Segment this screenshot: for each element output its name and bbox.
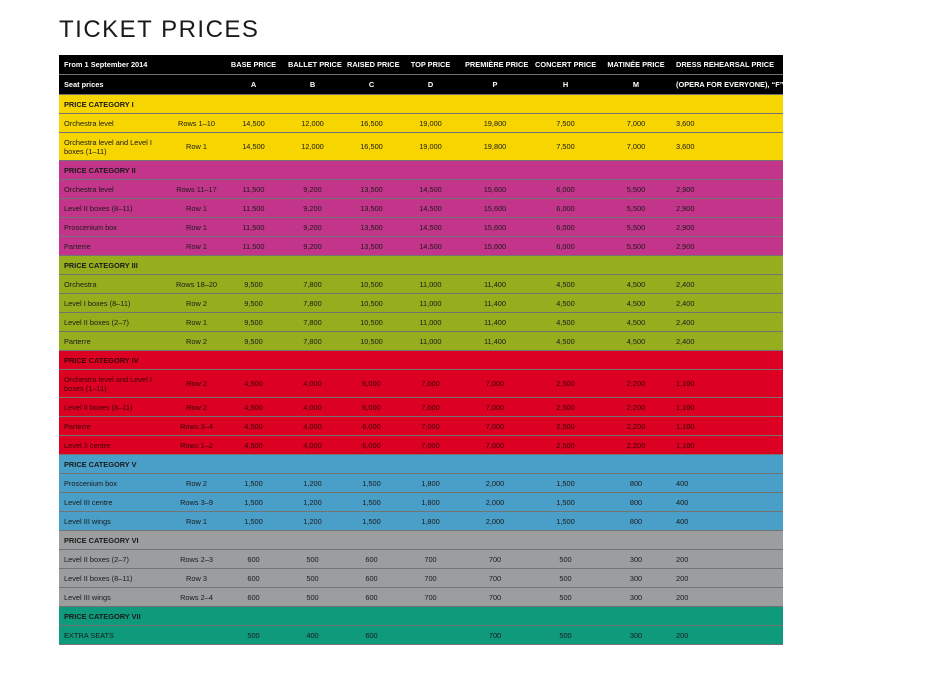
price-cell: 300 — [601, 550, 671, 569]
price-cell: 1,500 — [342, 493, 401, 512]
price-cell: 500 — [530, 626, 601, 645]
price-cell: 4,500 — [530, 294, 601, 313]
price-cell: 1,500 — [224, 474, 283, 493]
price-cell: 12,000 — [283, 133, 342, 161]
price-cell: 7,000 — [460, 417, 530, 436]
price-cell: 10,500 — [342, 294, 401, 313]
price-cell: 7,000 — [401, 417, 460, 436]
price-cell: 6,000 — [342, 370, 401, 398]
price-cell: 2,400 — [671, 275, 783, 294]
seat-rows: Rows 1–2 — [169, 436, 224, 455]
price-cell: 600 — [342, 550, 401, 569]
price-cell: 400 — [671, 474, 783, 493]
price-cell: 13,500 — [342, 218, 401, 237]
price-cell: 2,000 — [460, 493, 530, 512]
price-cell: 14,500 — [401, 180, 460, 199]
price-cell: 1,100 — [671, 436, 783, 455]
header-cell: DRESS REHEARSAL PRICE — [671, 55, 783, 75]
header-cell: H — [530, 75, 601, 95]
seat-rows: Rows 18–20 — [169, 275, 224, 294]
header-cell: M — [601, 75, 671, 95]
price-cell: 4,500 — [224, 417, 283, 436]
price-cell: 7,000 — [401, 398, 460, 417]
price-cell: 500 — [530, 588, 601, 607]
price-cell: 700 — [401, 588, 460, 607]
price-cell: 2,000 — [460, 474, 530, 493]
price-cell: 200 — [671, 626, 783, 645]
table-row — [59, 180, 783, 199]
price-cell: 13,500 — [342, 199, 401, 218]
seat-area: Orchestra level — [59, 114, 169, 133]
price-cell: 2,200 — [601, 370, 671, 398]
price-cell: 6,000 — [530, 218, 601, 237]
price-cell: 11,000 — [401, 294, 460, 313]
price-cell: 500 — [283, 569, 342, 588]
price-cell: 2,500 — [530, 398, 601, 417]
price-cell: 2,900 — [671, 199, 783, 218]
price-cell: 9,500 — [224, 313, 283, 332]
price-cell: 1,200 — [283, 512, 342, 531]
seat-rows: Rows 3–4 — [169, 417, 224, 436]
seat-area: Level III centre — [59, 493, 169, 512]
price-cell: 12,000 — [283, 114, 342, 133]
seat-area: Parterre — [59, 237, 169, 256]
seat-area: EXTRA SEATS — [59, 626, 169, 645]
price-cell: 4,500 — [601, 275, 671, 294]
price-cell: 1,100 — [671, 398, 783, 417]
price-cell: 700 — [460, 550, 530, 569]
ticket-prices-table — [59, 55, 783, 645]
price-cell: 19,000 — [401, 114, 460, 133]
header-cell — [169, 75, 224, 95]
price-cell: 400 — [283, 626, 342, 645]
price-cell: 7,500 — [530, 114, 601, 133]
seat-rows: Row 2 — [169, 332, 224, 351]
price-cell: 7,000 — [401, 370, 460, 398]
header-cell: BALLET PRICE — [283, 55, 342, 75]
price-cell: 1,100 — [671, 417, 783, 436]
seat-rows: Row 1 — [169, 237, 224, 256]
table-row — [59, 512, 783, 531]
price-cell: 9,200 — [283, 237, 342, 256]
price-cell: 2,000 — [460, 512, 530, 531]
table-row — [59, 569, 783, 588]
price-cell: 11,400 — [460, 275, 530, 294]
price-cell: 14,500 — [401, 199, 460, 218]
seat-rows: Rows 3–9 — [169, 493, 224, 512]
seat-area: Level I boxes (8–11) — [59, 294, 169, 313]
table-row — [59, 436, 783, 455]
price-cell: 500 — [283, 588, 342, 607]
price-cell: 11,500 — [224, 237, 283, 256]
price-cell: 4,000 — [283, 417, 342, 436]
price-cell: 16,500 — [342, 133, 401, 161]
table-row — [59, 294, 783, 313]
price-cell: 11,400 — [460, 332, 530, 351]
price-cell: 3,600 — [671, 114, 783, 133]
price-cell: 2,200 — [601, 436, 671, 455]
price-cell: 7,000 — [401, 436, 460, 455]
seat-area: Level II boxes (2–7) — [59, 313, 169, 332]
price-cell: 6,000 — [342, 398, 401, 417]
seat-rows — [169, 626, 224, 645]
price-cell: 7,800 — [283, 275, 342, 294]
price-cell: 600 — [342, 569, 401, 588]
price-cell: 700 — [460, 626, 530, 645]
seat-area: Level II boxes (2–7) — [59, 550, 169, 569]
price-cell: 700 — [460, 588, 530, 607]
header-cell — [169, 55, 224, 75]
price-cell: 300 — [601, 588, 671, 607]
header-cell: B — [283, 75, 342, 95]
price-cell: 7,800 — [283, 313, 342, 332]
seat-rows: Row 1 — [169, 199, 224, 218]
seat-area: Level II boxes (8–11) — [59, 569, 169, 588]
header-cell: PREMIÈRE PRICE — [460, 55, 530, 75]
seat-area: Orchestra level — [59, 180, 169, 199]
price-cell: 2,400 — [671, 313, 783, 332]
category-row — [59, 607, 783, 626]
price-cell: 2,500 — [530, 417, 601, 436]
price-cell: 800 — [601, 512, 671, 531]
price-cell: 500 — [530, 569, 601, 588]
price-cell: 4,000 — [283, 370, 342, 398]
price-cell: 6,000 — [530, 180, 601, 199]
price-cell: 1,500 — [224, 493, 283, 512]
price-cell: 9,500 — [224, 332, 283, 351]
price-cell: 9,500 — [224, 275, 283, 294]
category-title: PRICE CATEGORY VII — [59, 607, 783, 626]
price-cell: 11,000 — [401, 275, 460, 294]
seat-rows: Row 1 — [169, 512, 224, 531]
price-cell: 7,000 — [460, 370, 530, 398]
price-cell: 600 — [342, 626, 401, 645]
price-cell: 7,000 — [460, 398, 530, 417]
header-cell: BASE PRICE — [224, 55, 283, 75]
price-cell: 15,600 — [460, 180, 530, 199]
price-cell: 9,200 — [283, 218, 342, 237]
price-cell: 1,800 — [401, 474, 460, 493]
header-row2 — [59, 75, 783, 95]
price-cell: 10,500 — [342, 275, 401, 294]
header-cell: CONCERT PRICE — [530, 55, 601, 75]
price-cell: 13,500 — [342, 237, 401, 256]
price-cell: 11,000 — [401, 332, 460, 351]
category-title: PRICE CATEGORY V — [59, 455, 783, 474]
table-row — [59, 493, 783, 512]
price-cell: 500 — [530, 550, 601, 569]
table-row — [59, 417, 783, 436]
table-row — [59, 370, 783, 398]
price-cell: 200 — [671, 550, 783, 569]
price-cell: 14,500 — [224, 114, 283, 133]
seat-area: Level 3 centre — [59, 436, 169, 455]
price-cell: 700 — [401, 569, 460, 588]
header-cell: C — [342, 75, 401, 95]
price-cell: 11,000 — [401, 313, 460, 332]
price-cell: 19,000 — [401, 133, 460, 161]
price-cell: 11,500 — [224, 180, 283, 199]
header-row1 — [59, 55, 783, 75]
price-cell: 4,500 — [224, 436, 283, 455]
category-row — [59, 531, 783, 550]
table-row — [59, 332, 783, 351]
seat-rows: Rows 2–3 — [169, 550, 224, 569]
price-cell: 6,000 — [342, 436, 401, 455]
price-cell: 5,500 — [601, 237, 671, 256]
price-cell: 1,800 — [401, 512, 460, 531]
header-cell: RAISED PRICE — [342, 55, 401, 75]
price-cell: 800 — [601, 493, 671, 512]
seat-area: Orchestra level and Level I boxes (1–11) — [59, 133, 169, 161]
price-cell: 7,000 — [601, 114, 671, 133]
category-row — [59, 455, 783, 474]
price-cell: 4,500 — [530, 313, 601, 332]
price-cell: 2,900 — [671, 218, 783, 237]
header-cell: Seat prices — [59, 75, 169, 95]
seat-area: Level II boxes (8–11) — [59, 398, 169, 417]
price-cell: 2,500 — [530, 436, 601, 455]
price-cell: 4,500 — [601, 313, 671, 332]
price-cell: 19,800 — [460, 133, 530, 161]
price-cell: 4,500 — [601, 294, 671, 313]
price-cell: 1,500 — [530, 474, 601, 493]
price-cell: 1,500 — [530, 493, 601, 512]
price-cell: 7,800 — [283, 332, 342, 351]
seat-area: Parterre — [59, 332, 169, 351]
seat-area: Orchestra level and Level I boxes (1–11) — [59, 370, 169, 398]
seat-area: Proscenium box — [59, 218, 169, 237]
category-title: PRICE CATEGORY III — [59, 256, 783, 275]
header-cell: D — [401, 75, 460, 95]
header-cell: (OPERA FOR EVERYONE), “F” — [671, 75, 783, 95]
table-row — [59, 237, 783, 256]
price-cell — [401, 626, 460, 645]
price-cell: 4,500 — [530, 275, 601, 294]
price-cell: 16,500 — [342, 114, 401, 133]
price-cell: 19,800 — [460, 114, 530, 133]
price-cell: 1,200 — [283, 474, 342, 493]
price-cell: 2,400 — [671, 332, 783, 351]
page-title: TICKET PRICES — [59, 16, 260, 43]
category-row — [59, 95, 783, 114]
table-row — [59, 626, 783, 645]
header-cell: From 1 September 2014 — [59, 55, 169, 75]
price-cell: 10,500 — [342, 313, 401, 332]
price-cell: 2,500 — [530, 370, 601, 398]
seat-rows: Row 2 — [169, 294, 224, 313]
price-cell: 700 — [401, 550, 460, 569]
price-cell: 6,000 — [530, 237, 601, 256]
price-cell: 11,400 — [460, 294, 530, 313]
header-cell: TOP PRICE — [401, 55, 460, 75]
table-row — [59, 275, 783, 294]
seat-area: Parterre — [59, 417, 169, 436]
table-row — [59, 199, 783, 218]
seat-rows: Row 2 — [169, 398, 224, 417]
category-title: PRICE CATEGORY II — [59, 161, 783, 180]
table-row — [59, 398, 783, 417]
header-cell: A — [224, 75, 283, 95]
price-cell: 7,500 — [530, 133, 601, 161]
price-cell: 1,200 — [283, 493, 342, 512]
category-title: PRICE CATEGORY IV — [59, 351, 783, 370]
price-cell: 2,900 — [671, 237, 783, 256]
seat-area: Level II boxes (8–11) — [59, 199, 169, 218]
price-cell: 700 — [460, 569, 530, 588]
table-row — [59, 133, 783, 161]
price-cell: 11,400 — [460, 313, 530, 332]
table-row — [59, 474, 783, 493]
price-cell: 7,000 — [601, 133, 671, 161]
seat-rows: Row 1 — [169, 313, 224, 332]
price-cell: 200 — [671, 588, 783, 607]
price-cell: 4,500 — [224, 398, 283, 417]
price-cell: 14,500 — [224, 133, 283, 161]
price-cell: 1,100 — [671, 370, 783, 398]
price-cell: 15,600 — [460, 218, 530, 237]
category-row — [59, 256, 783, 275]
seat-area: Orchestra — [59, 275, 169, 294]
price-cell: 2,200 — [601, 398, 671, 417]
table-row — [59, 218, 783, 237]
price-cell: 6,000 — [530, 199, 601, 218]
seat-area: Proscenium box — [59, 474, 169, 493]
category-title: PRICE CATEGORY I — [59, 95, 783, 114]
price-cell: 500 — [283, 550, 342, 569]
seat-rows: Row 2 — [169, 370, 224, 398]
price-cell: 600 — [224, 588, 283, 607]
price-cell: 4,500 — [530, 332, 601, 351]
table-row — [59, 550, 783, 569]
price-cell: 1,500 — [530, 512, 601, 531]
price-cell: 14,500 — [401, 237, 460, 256]
seat-rows: Rows 11–17 — [169, 180, 224, 199]
price-cell: 7,800 — [283, 294, 342, 313]
price-cell: 600 — [224, 569, 283, 588]
price-cell: 4,000 — [283, 436, 342, 455]
price-cell: 2,200 — [601, 417, 671, 436]
table-row — [59, 114, 783, 133]
seat-area: Level III wings — [59, 588, 169, 607]
seat-rows: Row 1 — [169, 133, 224, 161]
category-row — [59, 351, 783, 370]
price-cell: 9,500 — [224, 294, 283, 313]
price-cell: 13,500 — [342, 180, 401, 199]
price-cell: 400 — [671, 512, 783, 531]
header-cell: MATINÉE PRICE — [601, 55, 671, 75]
seat-rows: Row 3 — [169, 569, 224, 588]
price-cell: 11,500 — [224, 218, 283, 237]
price-cell: 300 — [601, 569, 671, 588]
category-row — [59, 161, 783, 180]
price-cell: 600 — [224, 550, 283, 569]
price-cell: 5,500 — [601, 180, 671, 199]
price-cell: 500 — [224, 626, 283, 645]
price-cell: 9,200 — [283, 199, 342, 218]
price-cell: 200 — [671, 569, 783, 588]
price-cell: 15,600 — [460, 199, 530, 218]
price-cell: 3,600 — [671, 133, 783, 161]
table-row — [59, 313, 783, 332]
seat-rows: Row 1 — [169, 218, 224, 237]
price-cell: 14,500 — [401, 218, 460, 237]
price-cell: 1,500 — [224, 512, 283, 531]
price-cell: 1,500 — [342, 512, 401, 531]
price-cell: 5,500 — [601, 218, 671, 237]
table-row — [59, 588, 783, 607]
price-cell: 2,400 — [671, 294, 783, 313]
price-cell: 600 — [342, 588, 401, 607]
price-cell: 10,500 — [342, 332, 401, 351]
price-cell: 400 — [671, 493, 783, 512]
seat-area: Level III wings — [59, 512, 169, 531]
price-cell: 4,500 — [601, 332, 671, 351]
price-cell: 1,500 — [342, 474, 401, 493]
price-cell: 2,900 — [671, 180, 783, 199]
price-cell: 4,000 — [283, 398, 342, 417]
header-cell: P — [460, 75, 530, 95]
price-cell: 7,000 — [460, 436, 530, 455]
seat-rows: Rows 1–10 — [169, 114, 224, 133]
price-cell: 11,500 — [224, 199, 283, 218]
price-cell: 9,200 — [283, 180, 342, 199]
seat-rows: Rows 2–4 — [169, 588, 224, 607]
price-cell: 15,600 — [460, 237, 530, 256]
price-cell: 300 — [601, 626, 671, 645]
price-cell: 5,500 — [601, 199, 671, 218]
price-cell: 6,000 — [342, 417, 401, 436]
seat-rows: Row 2 — [169, 474, 224, 493]
price-cell: 800 — [601, 474, 671, 493]
category-title: PRICE CATEGORY VI — [59, 531, 783, 550]
price-cell: 4,500 — [224, 370, 283, 398]
price-cell: 1,800 — [401, 493, 460, 512]
